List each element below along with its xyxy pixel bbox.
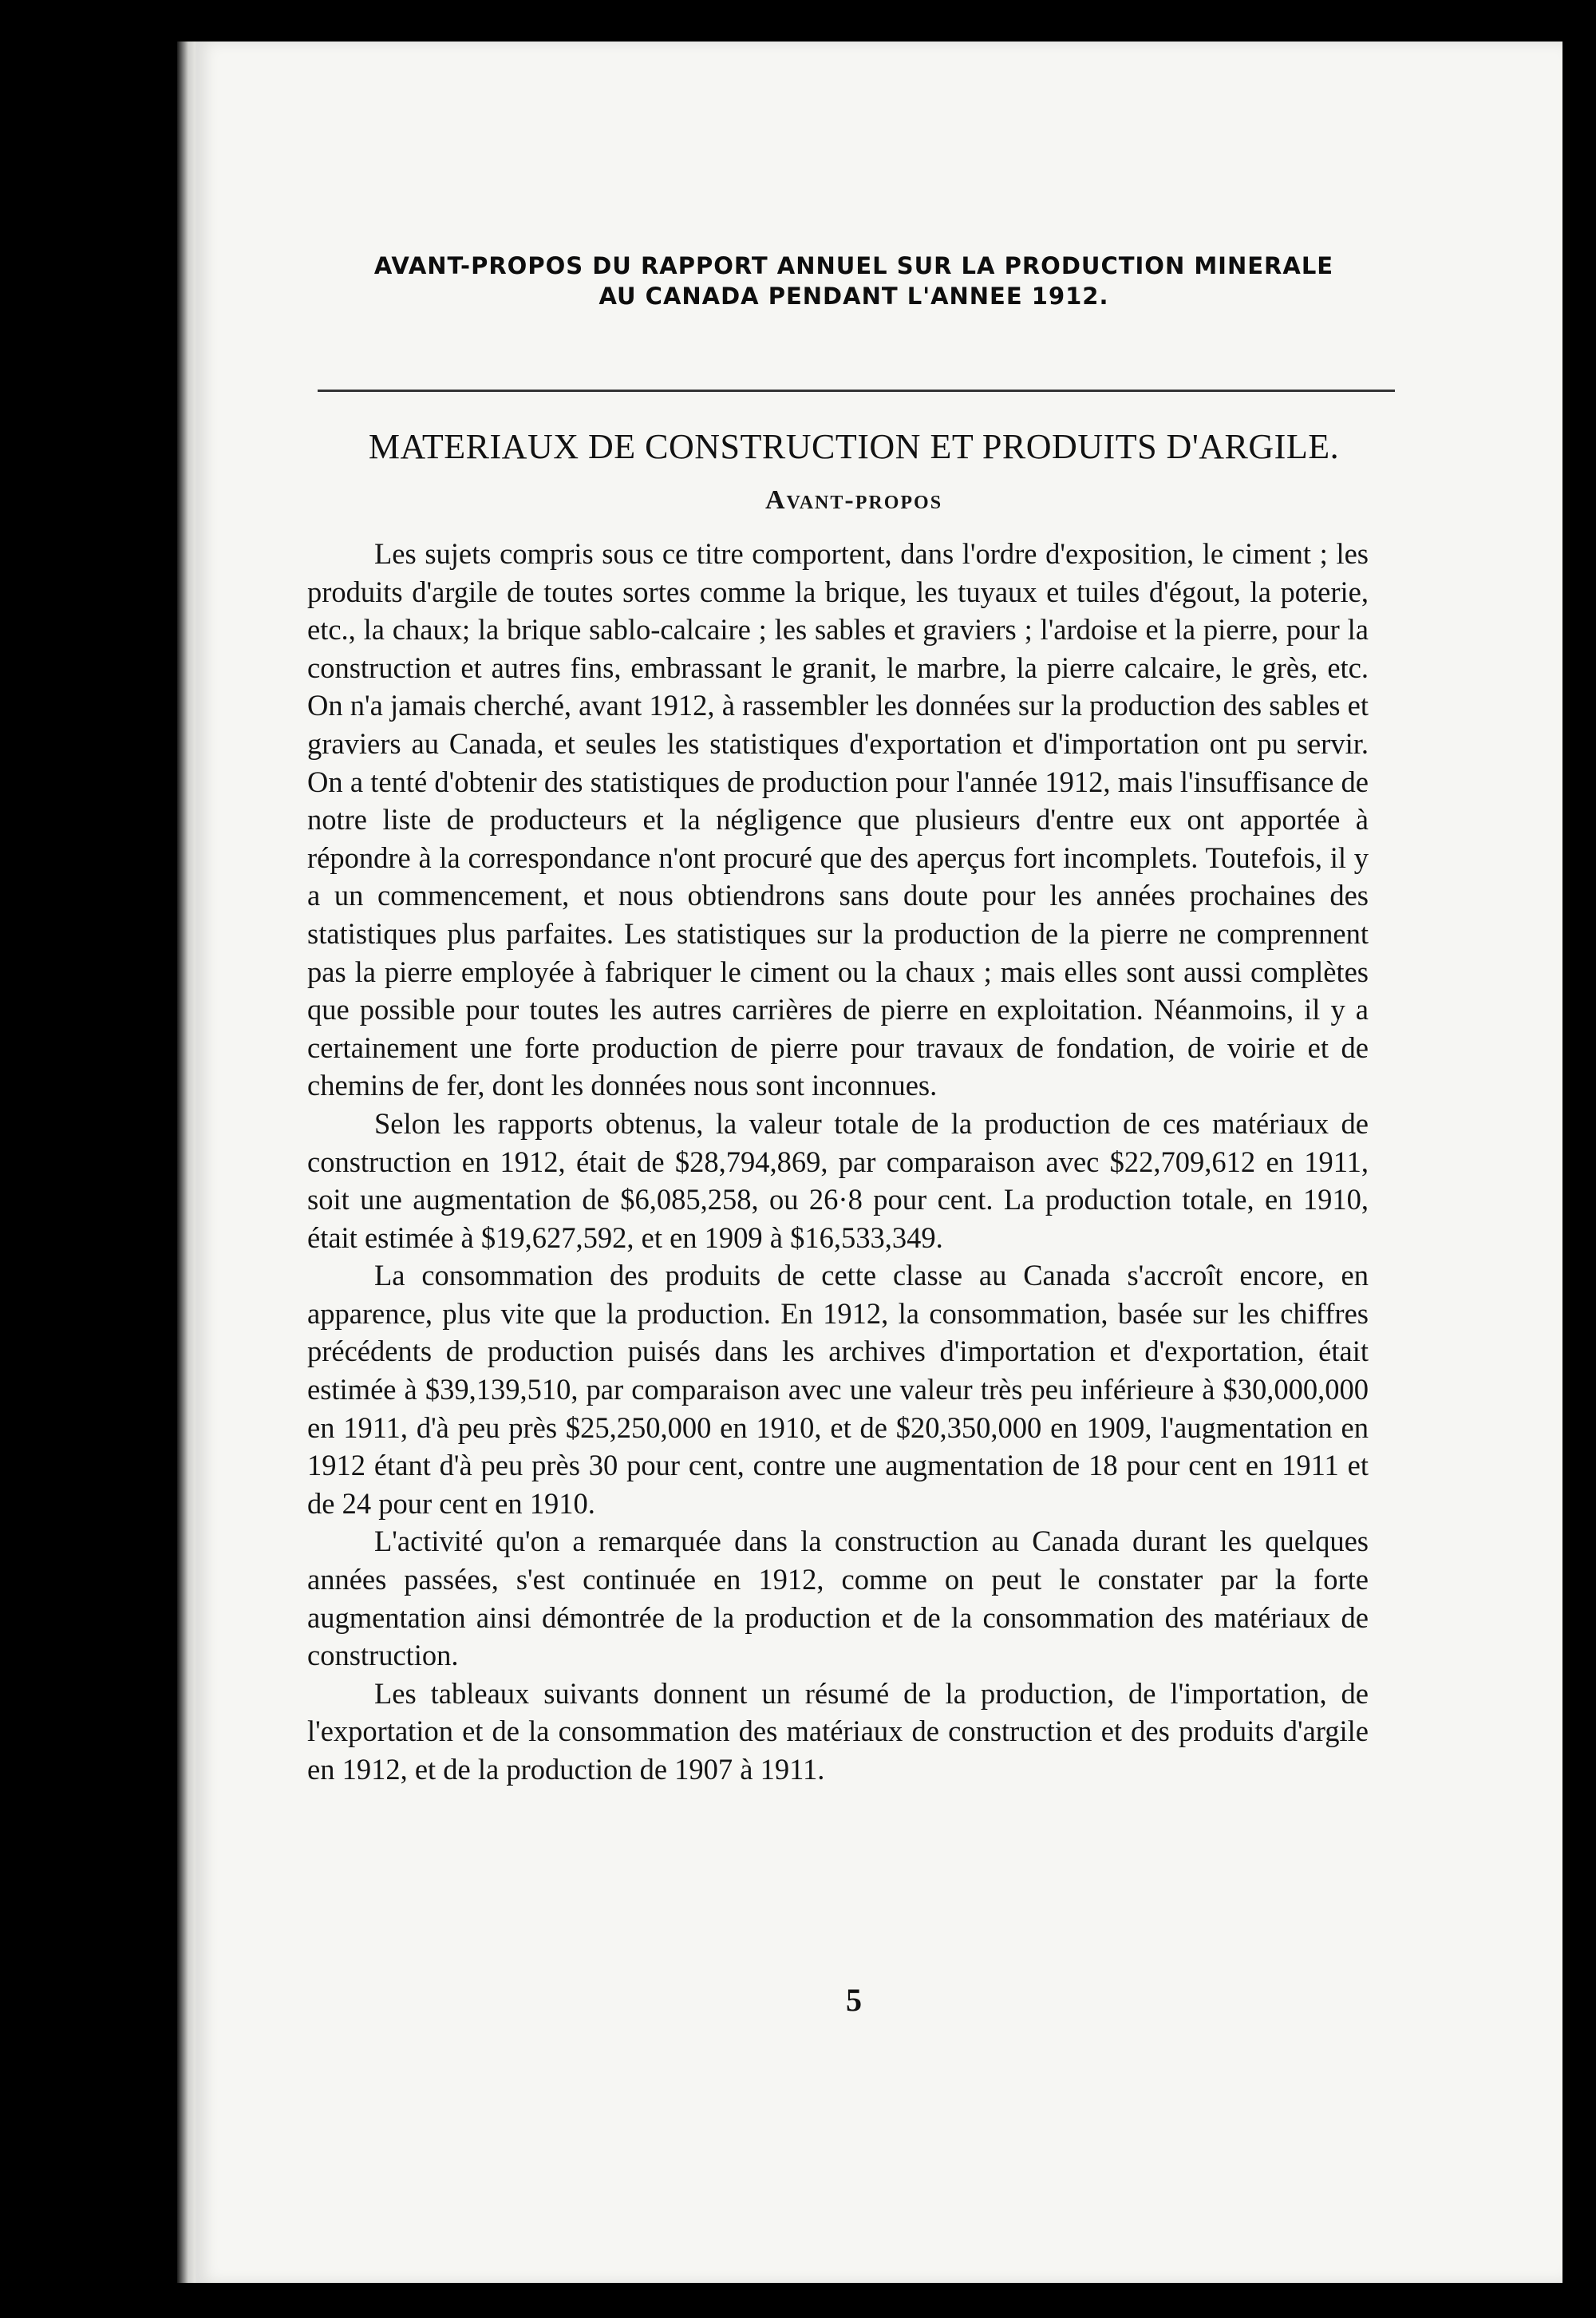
document-page <box>196 42 1562 2283</box>
section-subtitle: Avant-propos <box>764 485 943 515</box>
page-binding-edge <box>177 42 196 2283</box>
header-line-1: AVANT-PROPOS DU RAPPORT ANNUEL SUR LA PRODUCTION MINERALE <box>373 252 1334 279</box>
report-header <box>271 251 1436 311</box>
paragraph: Les tableaux suivants donnent un résumé de la production, de l'importation, de l'exportation et de la consommation des matériaux de construction et des produits d'argile en 1912, et de la production de 1907 à 1911. <box>307 1676 1369 1786</box>
section-title: MATERIAUX DE CONSTRUCTION ET PRODUITS D'ARGILE. <box>368 427 1340 466</box>
page-number: 5 <box>846 1982 862 2018</box>
paragraph: Selon les rapports obtenus, la valeur totale de la production de ces matériaux de construction en 1912, était de $28,794,869, par comparaison avec $22,709,612 en 1911, soit une augmentation de $6,085,258, ou 26·8 pour cent. La production totale, en 1910, était estimée à $19,627,592, et en 1909 à $16,533,349. <box>307 1106 1369 1254</box>
header-divider <box>318 390 1395 392</box>
paragraph: Les sujets compris sous ce titre comportent, dans l'ordre d'exposition, le ciment ; les produits d'argile de toutes sortes comme la brique, les tuyaux et tuiles d'égout, la poterie, etc., la chaux; la brique sablo-calcaire ; les sables et graviers ; l'ardoise et la pierre, pour la construction et autres fins, embrassant le granit, le marbre, la pierre calcaire, le grès, etc. On n'a jamais cherché, avant 1912, à rassembler les données sur la production des sables et graviers au Canada, et seules les statistiques d'exportation et d'importation ont pu servir. On a tenté d'obtenir des statistiques de production pour l'année 1912, mais l'insuffisance de notre liste de producteurs et la négligence que plusieurs d'entre eux ont apportée à répondre à la correspondance n'ont procuré que des aperçus fort incomplets. Toutefois, il y a un commencement, et nous obtiendrons sans doute pour les années prochaines des statistiques plus parfaites. Les statistiques sur la production de la pierre ne comprennent pas la pierre employée à fabriquer le ciment ou la chaux ; mais elles sont aussi complètes que possible pour toutes les autres carrières de pierre en exploitation. Néanmoins, il y a certainement une forte production de pierre pour travaux de fondation, de voirie et de chemins de fer, dont les données nous sont inconnues. <box>307 537 1369 1102</box>
header-line-2: AU CANADA PENDANT L'ANNEE 1912. <box>598 283 1109 310</box>
body-text <box>307 535 1369 1789</box>
paragraph: La consommation des produits de cette classe au Canada s'accroît encore, en apparence, plus vite que la production. En 1912, la consommation, basée sur les chiffres précédents de production puisés dans les archives d'importation et d'exportation, était estimée à $39,139,510, par comparaison avec une valeur très peu inférieure à $30,000,000 en 1911, d'à peu près $25,250,000 en 1910, et de $20,350,000 en 1909, l'augmentation en 1912 étant d'à peu près 30 pour cent, contre une augmentation de 18 pour cent en 1911 et de 24 pour cent en 1910. <box>307 1259 1369 1520</box>
paragraph: L'activité qu'on a remarquée dans la construction au Canada durant les quelques années passées, s'est continuée en 1912, comme on peut le constater par la forte augmentation ainsi démontrée de la production et de la consommation des matériaux de construction. <box>307 1525 1369 1672</box>
